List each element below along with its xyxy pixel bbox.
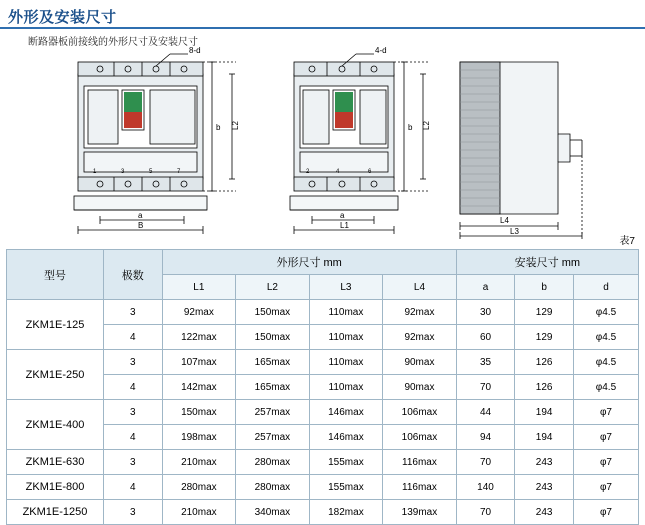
cell-l1: 210max xyxy=(162,450,236,475)
cell-a: 30 xyxy=(456,300,515,325)
cell-l2: 280max xyxy=(236,450,310,475)
fig1-dim-b: b xyxy=(216,123,221,132)
fig3-dim-l3: L3 xyxy=(510,227,519,236)
cell-b: 129 xyxy=(515,300,574,325)
cell-l1: 150max xyxy=(162,400,236,425)
cell-poles: 4 xyxy=(103,475,162,500)
cell-d: φ7 xyxy=(573,500,638,525)
th-l1: L1 xyxy=(162,275,236,300)
cell-poles: 3 xyxy=(103,350,162,375)
table-row xyxy=(7,400,639,425)
cell-a: 35 xyxy=(456,350,515,375)
svg-text:5: 5 xyxy=(149,169,153,175)
cell-l3: 110max xyxy=(309,325,383,350)
cell-l3: 182max xyxy=(309,500,383,525)
cell-b: 243 xyxy=(515,500,574,525)
cell-model: ZKM1E-250 xyxy=(7,350,104,400)
th-d: d xyxy=(573,275,638,300)
cell-b: 194 xyxy=(515,425,574,450)
cell-b: 243 xyxy=(515,450,574,475)
drawing-area xyxy=(0,44,645,239)
cell-l4: 106max xyxy=(383,425,457,450)
table-row xyxy=(7,350,639,375)
th-poles: 极数 xyxy=(103,250,162,300)
cell-l3: 146max xyxy=(309,425,383,450)
svg-text:4: 4 xyxy=(336,169,340,175)
cell-l2: 257max xyxy=(236,400,310,425)
cell-poles: 4 xyxy=(103,425,162,450)
cell-l1: 142max xyxy=(162,375,236,400)
figure-side-view xyxy=(450,44,635,239)
svg-text:1: 1 xyxy=(93,169,97,175)
cell-l1: 210max xyxy=(162,500,236,525)
cell-l1: 107max xyxy=(162,350,236,375)
cell-b: 194 xyxy=(515,400,574,425)
cell-model: ZKM1E-1250 xyxy=(7,500,104,525)
svg-text:6: 6 xyxy=(368,169,372,175)
table-body xyxy=(7,300,639,525)
fig1-dim-a: a xyxy=(138,211,143,220)
fig1-dim-B: B xyxy=(138,221,144,230)
svg-text:2: 2 xyxy=(306,169,310,175)
table-row xyxy=(7,500,639,525)
cell-a: 70 xyxy=(456,375,515,400)
cell-b: 243 xyxy=(515,475,574,500)
th-l2: L2 xyxy=(236,275,310,300)
table-caption: 表7 xyxy=(619,236,635,247)
fig2-dim-L1: L1 xyxy=(340,221,349,230)
title-divider xyxy=(0,27,645,29)
cell-a: 44 xyxy=(456,400,515,425)
cell-l4: 139max xyxy=(383,500,457,525)
cell-d: φ4.5 xyxy=(573,325,638,350)
fig1-dim-l2: L2 xyxy=(231,121,240,130)
cell-l3: 155max xyxy=(309,475,383,500)
cell-l2: 165max xyxy=(236,350,310,375)
cell-poles: 4 xyxy=(103,325,162,350)
cell-l4: 116max xyxy=(383,475,457,500)
svg-text:3: 3 xyxy=(121,169,125,175)
cell-l4: 92max xyxy=(383,300,457,325)
th-b: b xyxy=(515,275,574,300)
cell-l2: 150max xyxy=(236,325,310,350)
cell-a: 94 xyxy=(456,425,515,450)
cell-a: 70 xyxy=(456,450,515,475)
cell-l1: 280max xyxy=(162,475,236,500)
cell-model: ZKM1E-400 xyxy=(7,400,104,450)
cell-b: 126 xyxy=(515,375,574,400)
th-l3: L3 xyxy=(309,275,383,300)
cell-d: φ7 xyxy=(573,450,638,475)
th-a: a xyxy=(456,275,515,300)
cell-l2: 165max xyxy=(236,375,310,400)
dimension-table xyxy=(6,249,639,525)
page-subtitle: 断路器板前接线的外形尺寸及安装尺寸 xyxy=(28,37,198,48)
fig2-dim-b: b xyxy=(408,123,413,132)
th-model: 型号 xyxy=(7,250,104,300)
figure-3pole xyxy=(280,44,445,239)
table-header-row xyxy=(7,250,639,275)
fig2-dim-l2: L2 xyxy=(422,121,431,130)
cell-l4: 92max xyxy=(383,325,457,350)
th-mount: 安装尺寸 mm xyxy=(456,250,638,275)
cell-d: φ4.5 xyxy=(573,300,638,325)
table-row xyxy=(7,300,639,325)
cell-b: 126 xyxy=(515,350,574,375)
fig2-dim-a: a xyxy=(340,211,345,220)
cell-l2: 280max xyxy=(236,475,310,500)
cell-d: φ7 xyxy=(573,475,638,500)
cell-l4: 90max xyxy=(383,375,457,400)
fig3-dim-l4: L4 xyxy=(500,216,509,225)
cell-l1: 92max xyxy=(162,300,236,325)
cell-l2: 150max xyxy=(236,300,310,325)
cell-a: 60 xyxy=(456,325,515,350)
cell-poles: 4 xyxy=(103,375,162,400)
table-row xyxy=(7,475,639,500)
cell-l3: 146max xyxy=(309,400,383,425)
cell-a: 140 xyxy=(456,475,515,500)
cell-poles: 3 xyxy=(103,500,162,525)
cell-l3: 110max xyxy=(309,350,383,375)
cell-l1: 198max xyxy=(162,425,236,450)
cell-l3: 110max xyxy=(309,300,383,325)
cell-model: ZKM1E-800 xyxy=(7,475,104,500)
page-title: 外形及安装尺寸 xyxy=(8,9,117,26)
cell-poles: 3 xyxy=(103,400,162,425)
cell-l1: 122max xyxy=(162,325,236,350)
cell-poles: 3 xyxy=(103,300,162,325)
figure-4pole xyxy=(60,44,260,239)
cell-b: 129 xyxy=(515,325,574,350)
cell-poles: 3 xyxy=(103,450,162,475)
fig1-hole-label: 8-d xyxy=(189,46,201,55)
cell-a: 70 xyxy=(456,500,515,525)
th-l4: L4 xyxy=(383,275,457,300)
cell-d: φ4.5 xyxy=(573,350,638,375)
cell-l3: 155max xyxy=(309,450,383,475)
cell-l2: 257max xyxy=(236,425,310,450)
cell-l3: 110max xyxy=(309,375,383,400)
cell-l4: 90max xyxy=(383,350,457,375)
svg-text:7: 7 xyxy=(177,169,181,175)
cell-model: ZKM1E-630 xyxy=(7,450,104,475)
cell-d: φ7 xyxy=(573,400,638,425)
cell-model: ZKM1E-125 xyxy=(7,300,104,350)
cell-l4: 116max xyxy=(383,450,457,475)
cell-l4: 106max xyxy=(383,400,457,425)
table-row xyxy=(7,450,639,475)
cell-l2: 340max xyxy=(236,500,310,525)
fig2-hole-label: 4-d xyxy=(375,46,387,55)
cell-d: φ4.5 xyxy=(573,375,638,400)
th-outline: 外形尺寸 mm xyxy=(162,250,456,275)
cell-d: φ7 xyxy=(573,425,638,450)
